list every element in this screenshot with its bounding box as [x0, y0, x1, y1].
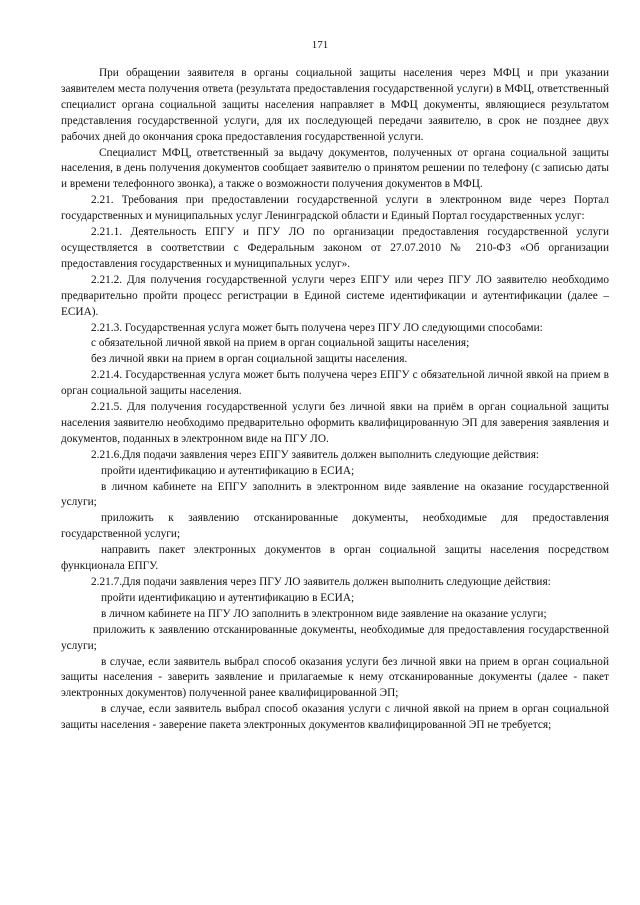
paragraph: в личном кабинете на ЕПГУ заполнить в электронном виде заявление на оказание государственной услуги; — [61, 480, 609, 509]
paragraph: 2.21.3. Государственная услуга может быть получена через ПГУ ЛО следующими способами: — [91, 321, 543, 334]
paragraph: 2.21.2. Для получения государственной услуги через ЕПГУ или через ПГУ ЛО заявителю необходимо предварительно пройти процесс регистрации в Единой системе идентификации и аутентификации (далее – ЕСИА). — [61, 273, 609, 318]
paragraph: в случае, если заявитель выбрал способ оказания услуги без личной явки на прием в орган социальной защиты населения - заверить заявление и прилагаемые к нему отсканированные документы (далее - пакет электронных документов) полученной ранее квалифицированной ЭП; — [61, 655, 609, 700]
paragraph: приложить к заявлению отсканированные документы, необходимые для предоставления государственной услуги; — [61, 623, 609, 652]
document-body — [61, 66, 609, 734]
paragraph: в случае, если заявитель выбрал способ оказания услуги с личной явкой на прием в орган социальной защиты населения - заверение пакета электронных документов квалифицированной ЭП не требуется; — [61, 703, 609, 732]
paragraph: Специалист МФЦ, ответственный за выдачу документов, полученных от органа социальной защиты населения, в день получения документов сообщает заявителю о принятом решении по телефону (с записью даты и времени телефонного звонка), а также о возможности получения документов в МФЦ. — [61, 146, 609, 191]
paragraph: При обращении заявителя в органы социальной защиты населения через МФЦ и при указании заявителем места получения ответа (результата предоставления государственной услуги) в МФЦ, ответственный специалист органа социальной защиты населения направляет в МФЦ документы, являющиеся результатом представления государственной услуги, для их последующей передачи заявителю, в срок не позднее двух рабочих дней до окончания срока предоставления государственной услуги. — [61, 67, 609, 143]
paragraph: без личной явки на прием в орган социальной защиты населения. — [91, 353, 408, 366]
paragraph: 2.21.7.Для подачи заявления через ПГУ ЛО заявитель должен выполнить следующие действия: — [91, 576, 551, 588]
paragraph: 2.21. Требования при предоставлении государственной услуги в электронном виде через Портал государственных и муниципальных услуг Ленинградской области и Единый Портал государственных услуг: — [61, 194, 609, 223]
page-number: 171 — [311, 39, 329, 51]
paragraph: направить пакет электронных документов в орган социальной защиты населения посредством функционала ЕПГУ. — [61, 544, 609, 573]
paragraph: 2.21.5. Для получения государственной услуги без личной явки на приём в орган социальной защиты населения заявителю необходимо предварительно оформить квалифицированную ЭП для заверения заявления и документов, поданных в электронном виде на ПГУ ЛО. — [61, 401, 609, 445]
paragraph: в личном кабинете на ПГУ ЛО заполнить в электронном виде заявление на оказание услуги; — [101, 607, 547, 620]
paragraph: 2.21.1. Деятельность ЕПГУ и ПГУ ЛО по организации предоставления государственной услуги осуществляется в соответствии с Федеральным законом от 27.07.2010 № 210-ФЗ «Об организации предоставления государственных и муниципальных услуг». — [61, 226, 609, 270]
paragraph: пройти идентификацию и аутентификацию в ЕСИА; — [101, 464, 355, 477]
paragraph: с обязательной личной явкой на прием в орган социальной защиты населения; — [91, 337, 470, 350]
paragraph: 2.21.6.Для подачи заявления через ЕПГУ заявитель должен выполнить следующие действия: — [91, 448, 540, 461]
paragraph: 2.21.4. Государственная услуга может быть получена через ЕПГУ с обязательной личной явкой на прием в орган социальной защиты населения. — [61, 369, 609, 398]
paragraph: пройти идентификацию и аутентификацию в ЕСИА; — [101, 591, 355, 604]
paragraph: приложить к заявлению отсканированные документы, необходимые для предоставления государственной услуги; — [61, 512, 609, 541]
